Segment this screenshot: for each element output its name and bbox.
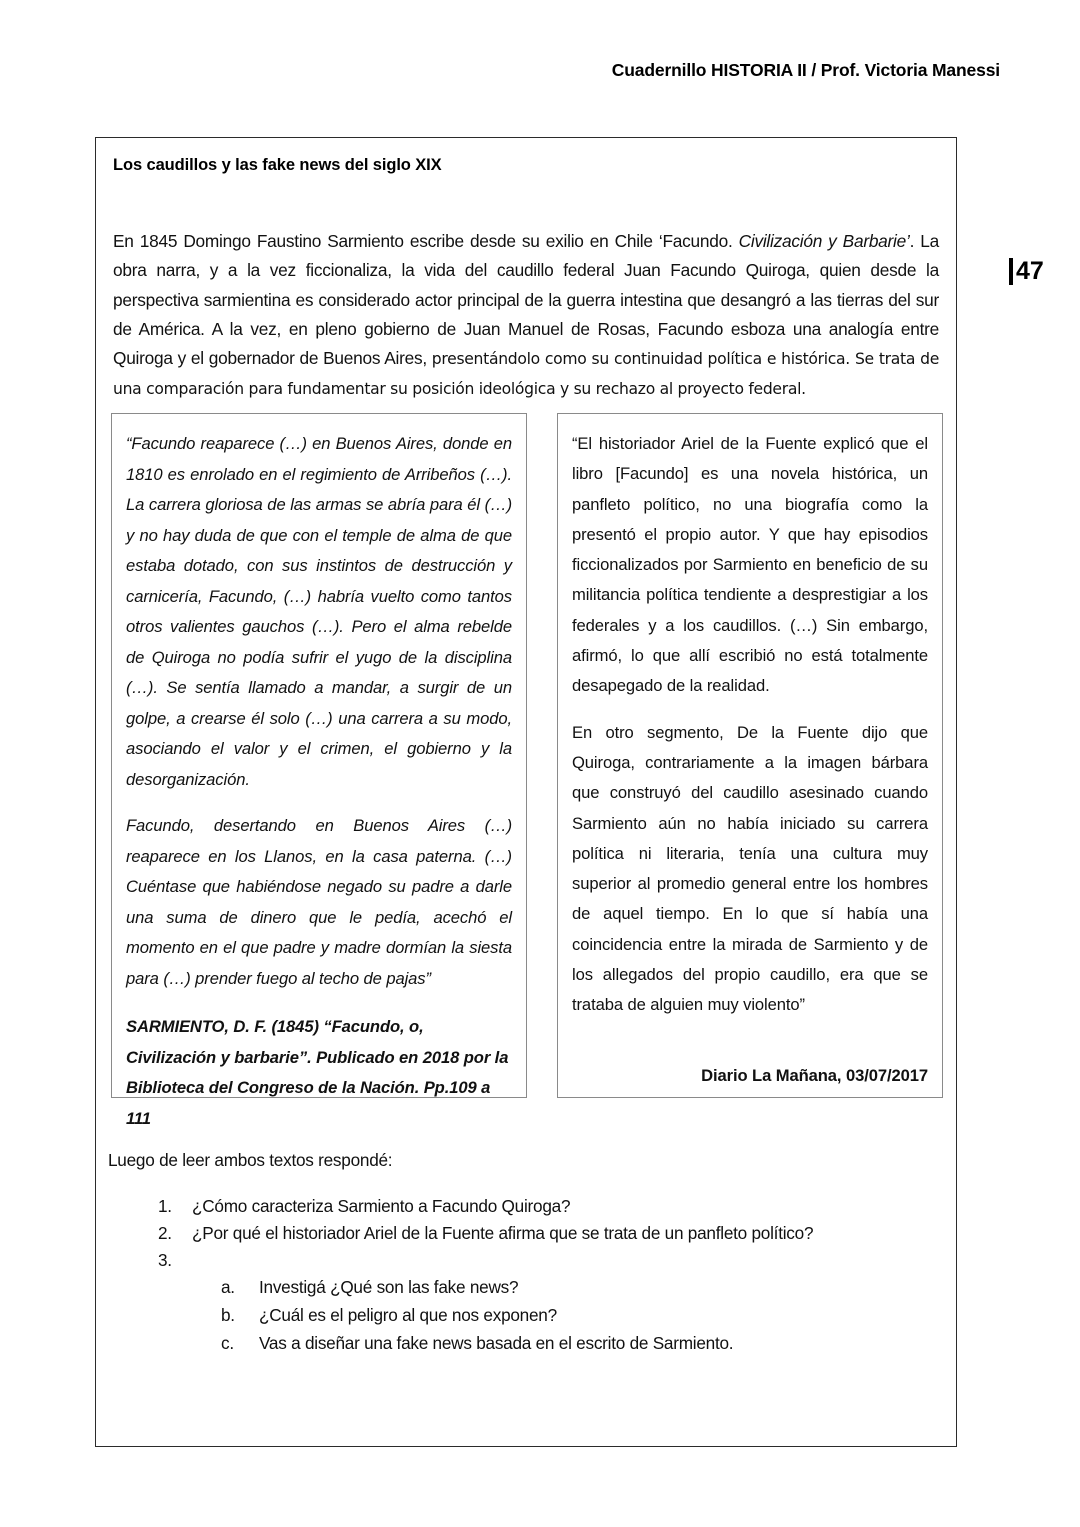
question-marker: 3. bbox=[158, 1250, 172, 1270]
running-header: Cuadernillo HISTORIA II / Prof. Victoria Manessi bbox=[611, 60, 1000, 80]
quote-boxes bbox=[111, 413, 943, 1128]
question-submarker: c. bbox=[221, 1333, 234, 1353]
quote-right-paragraph-1: “El historiador Ariel de la Fuente explicó que el libro [Facundo] es una novela histórica, un panfleto político, no una biografía como la presentó el propio autor. Y que hay episodios ficcionalizados por Sarmiento en beneficio de su militancia política tendiente a desprestigiar a los federales y a los caudillos. (…) Sin embargo, afirmó, lo que allí escribió no está totalmente desapegado de la realidad. bbox=[572, 434, 928, 696]
intro-text-part2: . La obra narra, y a la vez ficcionaliza, la vida del caudillo federal Juan Facundo Quiroga, quien desde la perspectiva sarmientina es considerado actor principal de la guerra intestina que desangró a las tierras del sur de América. A la vez, en pleno gobierno de Juan Manuel de Rosas, Facundo esboza una analogía entre Quiroga y el gobernador de Buenos Aires, bbox=[113, 231, 939, 369]
question-item bbox=[108, 1193, 938, 1219]
question-marker: 1. bbox=[158, 1196, 172, 1216]
question-submarker: b. bbox=[221, 1305, 235, 1325]
question-subtext: Vas a diseñar una fake news basada en el escrito de Sarmiento. bbox=[259, 1333, 734, 1353]
page-number-rule bbox=[1009, 258, 1013, 285]
quote-right-source: Diario La Mañana, 03/07/2017 bbox=[701, 1065, 928, 1085]
questions-lead: Luego de leer ambos textos respondé: bbox=[108, 1150, 393, 1170]
question-subitem bbox=[108, 1302, 938, 1329]
question-subitem bbox=[108, 1274, 938, 1301]
frame-inner bbox=[96, 138, 956, 1353]
quote-left-citation: SARMIENTO, D. F. (1845) “Facundo, o, Civilización y barbarie”. Publicado en 2018 por la Biblioteca del Congreso de la Nación. Pp.109 a 111 bbox=[126, 1017, 509, 1128]
page-number-value: 47 bbox=[1016, 257, 1044, 285]
section-title: Los caudillos y las fake news del siglo XIX bbox=[113, 156, 442, 174]
question-subitem bbox=[108, 1330, 938, 1357]
question-item bbox=[108, 1247, 938, 1273]
intro-paragraph bbox=[113, 227, 939, 405]
questions-section bbox=[108, 1150, 938, 1358]
question-text: ¿Por qué el historiador Ariel de la Fuente afirma que se trata de un panfleto político? bbox=[192, 1223, 814, 1243]
question-subtext: ¿Cuál es el peligro al que nos exponen? bbox=[259, 1305, 557, 1325]
question-submarker: a. bbox=[221, 1277, 235, 1297]
question-subtext: Investigá ¿Qué son las fake news? bbox=[259, 1277, 519, 1297]
questions-list bbox=[108, 1193, 938, 1273]
question-marker: 2. bbox=[158, 1223, 172, 1243]
intro-work-title: Civilización y Barbarie’ bbox=[738, 231, 910, 251]
quote-left-paragraph-1: “Facundo reaparece (…) en Buenos Aires, donde en 1810 es enrolado en el regimiento de Arribeños (…). La carrera gloriosa de las armas se abría para él (…) y no hay duda de que con el temple de alma de que estaba dotado, con sus instintos de destrucción y carnicería, Facundo, (…) habría vuelto como tantos otros valientes gauchos (…). Pero el alma rebelde de Quiroga no podía sufrir el yugo de la disciplina (…). Se sentía llamado a mandar, a surgir de un golpe, a crearse él solo (…) una carrera a su modo, asociando el valor y el crimen, el gobierno y la desorganización. bbox=[126, 434, 512, 789]
page-number bbox=[1009, 258, 1044, 285]
question-text: ¿Cómo caracteriza Sarmiento a Facundo Quiroga? bbox=[192, 1196, 571, 1216]
intro-text-part1: En 1845 Domingo Faustino Sarmiento escribe desde su exilio en Chile ‘Facundo. bbox=[113, 231, 739, 251]
questions-sublist bbox=[108, 1274, 938, 1357]
quote-box-diario bbox=[557, 413, 943, 1098]
quote-right-paragraph-2: En otro segmento, De la Fuente dijo que Quiroga, contrariamente a la imagen bárbara que construyó del caudillo asesinado cuando Sarmiento aún no había iniciado su carrera política ni literaria, tenía una cultura muy superior al promedio general entre los hombres de aquel tiempo. En lo que sí había una coincidencia entre la mirada de Sarmiento y de los allegados del propio caudillo, era que se trataba de alguien muy violento” bbox=[572, 722, 928, 1015]
content-frame bbox=[95, 137, 957, 1447]
quote-box-sarmiento bbox=[111, 413, 527, 1128]
question-item bbox=[108, 1220, 938, 1246]
quote-left-paragraph-2: Facundo, desertando en Buenos Aires (…) reaparece en los Llanos, en la casa paterna. (…) Cuéntase que habiéndose negado su padre a darle una suma de dinero que le pedía, acechó el momento en el que padre y madre dormían la siesta para (…) prender fuego al techo de pajas” bbox=[126, 816, 512, 988]
intro-text-part3: presentándolo como su continuidad política e histórica. Se trata de una comparación para fundamentar su posición ideológica y su rechazo al proyecto federal. bbox=[113, 350, 939, 399]
